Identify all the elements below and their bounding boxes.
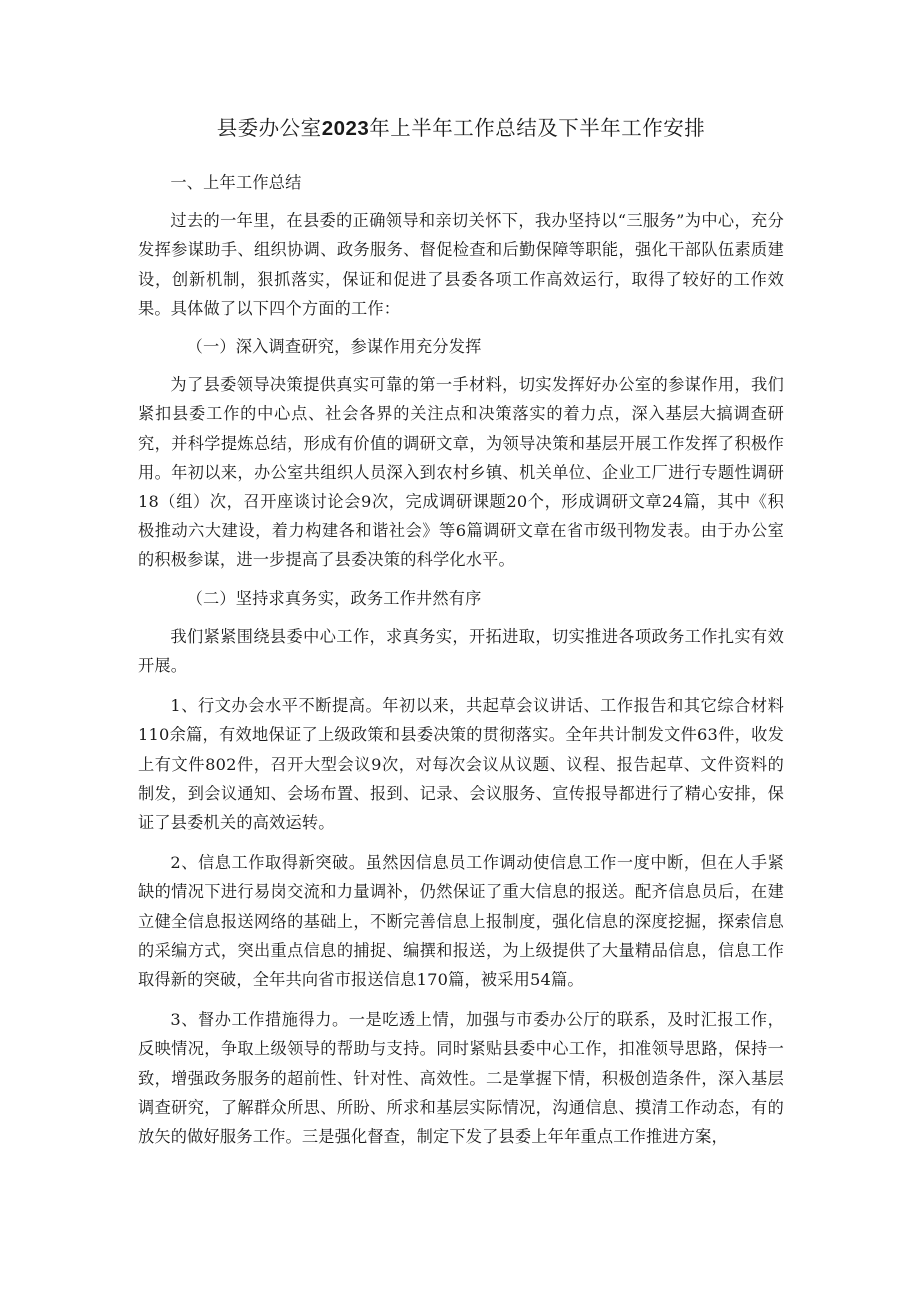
title-year: 2023: [321, 117, 370, 140]
subsection-intro-affairs: 我们紧紧围绕县委中心工作，求真务实，开拓进取，切实推进各项政务工作扎实有效开展。: [138, 626, 784, 676]
subsection-heading-affairs: （二）坚持求真务实，政务工作井然有序: [186, 588, 482, 608]
list-item-documents-meetings: 1、行文办会水平不断提高。年初以来，共起草会议讲话、工作报告和其它综合材料110余篇，有效地保证了上级政策和县委决策的贯彻落实。全年共计制发文件63件，收发上有文件802件，召开大型会议9次，对每次会议从议题、议程、报告起草、文件资料的制发，到会议通知、会场布置、报到、记录、会议服务、宣传报导都进行了精心安排，保证了县委机关的高效运转。: [138, 696, 784, 833]
title-suffix: 年上半年工作总结及下半年工作安排: [369, 116, 706, 140]
list-item-supervision-work: 3、督办工作措施得力。一是吃透上情，加强与市委办公厅的联系，及时汇报工作，反映情况，争取上级领导的帮助与支持。同时紧贴县委中心工作，扣准领导思路，保持一致，增强政务服务的超前性、针对性、高效性。二是掌握下情，积极创造条件，深入基层调查研究，了解群众所思、所盼、所求和基层实际情况，沟通信息、摸清工作动态，有的放矢的做好服务工作。三是强化督查，制定下发了县委上年年重点工作推进方案，: [138, 1010, 784, 1147]
list-item-information-work: 2、信息工作取得新突破。虽然因信息员工作调动使信息工作一度中断，但在人手紧缺的情况下进行易岗交流和力量调补，仍然保证了重大信息的报送。配齐信息员后，在建立健全信息报送网络的基础上，不断完善信息上报制度，强化信息的深度挖掘，探索信息的采编方式，突出重点信息的捕捉、编撰和报送，为上级提供了大量精品信息，信息工作取得新的突破，全年共向省市报送信息170篇，被采用54篇。: [138, 853, 784, 990]
section-intro-paragraph: 过去的一年里，在县委的正确领导和亲切关怀下，我办坚持以“三服务”为中心，充分发挥参谋助手、组织协调、政务服务、督促检查和后勤保障等职能，强化干部队伍素质建设，创新机制，狠抓落实，保证和促进了县委各项工作高效运行，取得了较好的工作效果。具体做了以下四个方面的工作：: [138, 211, 784, 318]
subsection-heading-research: （一）深入调查研究，参谋作用充分发挥: [186, 337, 482, 357]
section-heading-summary: 一、上年工作总结: [170, 173, 302, 192]
subsection-body-research: 为了县委领导决策提供真实可靠的第一手材料，切实发挥好办公室的参谋作用，我们紧扣县委工作的中心点、社会各界的关注点和决策落实的着力点，深入基层大搞调查研究，并科学提炼总结，形成有价值的调研文章，为领导决策和基层开展工作发挥了积极作用。年初以来，办公室共组织人员深入到农村乡镇、机关单位、企业工厂进行专题性调研18（组）次，召开座谈讨论会9次，完成调研课题20个，形成调研文章24篇，其中《积极推动六大建设，着力构建各和谐社会》等6篇调研文章在省市级刊物发表。由于办公室的积极参谋，进一步提高了县委决策的科学化水平。: [138, 375, 784, 570]
document-title: [136, 113, 786, 144]
document-body: [138, 168, 784, 1151]
title-prefix: 县委办公室: [216, 116, 322, 140]
